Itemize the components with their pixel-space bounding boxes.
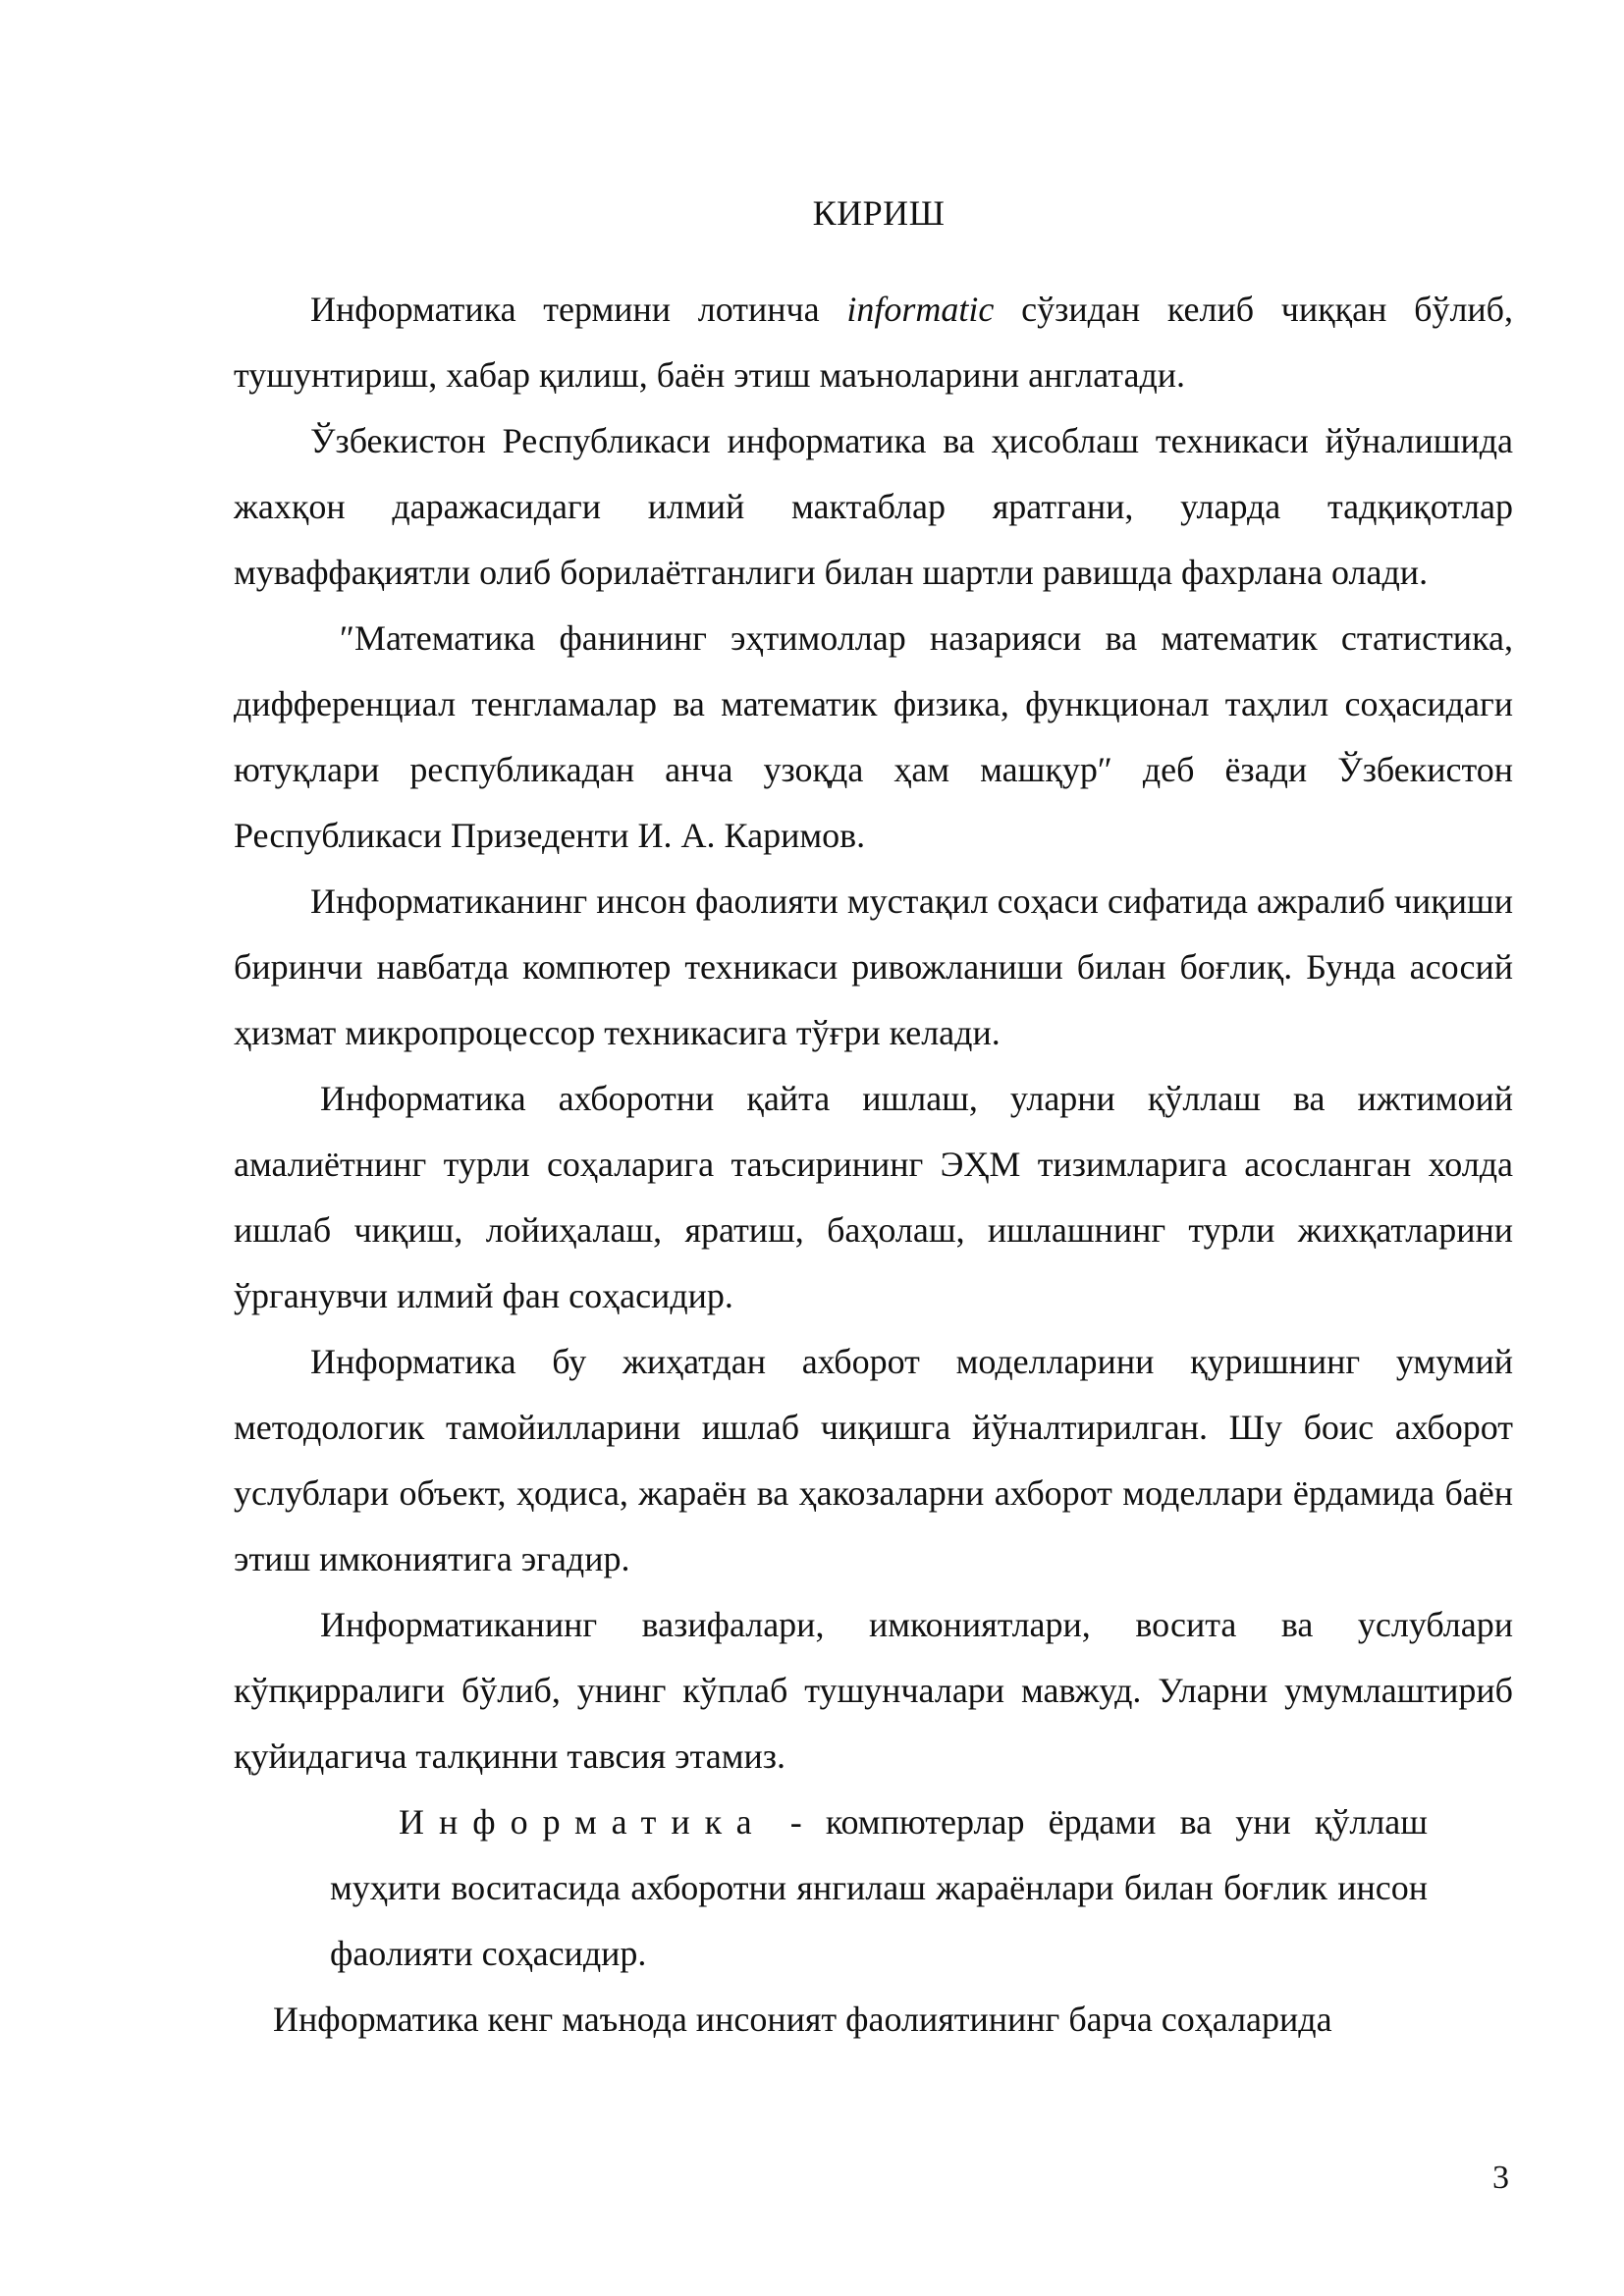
paragraph-broad-sense: Информатика кенг маънода инсоният фаолиятининг барча соҳаларида: [273, 2000, 1332, 2039]
definition-block: [330, 1789, 1428, 1987]
paragraph-etymology: [234, 277, 1513, 408]
page-number: 3: [1492, 2160, 1509, 2196]
paragraph-informatics-field: Информатика ахборотни қайта ишлаш, уларни қўллаш ва ижтимоий амалиётнинг турли соҳаларига таъсирининг ЭҲМ тизимларига асосланган холда ишлаб чиқиш, лойиҳалаш, яратиш, баҳолаш, ишлашнинг турли жихқатларини ўрганувчи илмий фан соҳасидир.: [234, 1079, 1513, 1315]
paragraph-tasks: Информатиканинг вазифалари, имкониятлари, восита ва услублари кўпқирралиги бўлиб, унинг кўплаб тушунчалари мавжуд. Уларни умумлаштириб қуйидагича талқинни тавсия этамиз.: [234, 1605, 1513, 1776]
paragraph-computer-technology: Информатиканинг инсон фаолияти мустақил соҳаси сифатида ажралиб чиқиши биринчи навбатда компютер техникаси ривожланиши билан боғлиқ. Бунда асосий ҳизмат микропроцессор техникасига тўғри келади.: [234, 881, 1513, 1052]
page-title: КИРИШ: [812, 193, 946, 233]
paragraph-information-models: Информатика бу жиҳатдан ахборот моделларини қуришнинг умумий методологик тамойилларини ишлаб чиқишга йўналтирилган. Шу боис ахборот услублари объект, ҳодиса, жараён ва ҳакозаларни ахборот моделлари ёрдамида баён этиш имкониятига эгадир.: [234, 1342, 1513, 1578]
paragraph-etymology-after: сўзидан келиб чиққан бўлиб, тушунтириш, хабар қилиш, баён этиш маъноларини англатади.: [234, 290, 1513, 395]
latin-term: informatic: [846, 290, 995, 329]
document-body: [234, 277, 1513, 2053]
paragraph-uzbekistan-schools: Ўзбекистон Республикаси информатика ва ҳисоблаш техникаси йўналишида жахқон даражасидаги илмий мактаблар яратгани, уларда тадқиқотлар муваффақиятли олиб борилаётганлиги билан шартли равишда фахрлана олади.: [234, 421, 1513, 592]
definition-term: Информатика: [399, 1802, 767, 1842]
paragraph-etymology-before: Информатика термини лотинча: [310, 290, 847, 329]
paragraph-quote-karimov: ″Математика фанининг эҳтимоллар назарияси ва математик статистика, дифференциал тенгламалар ва математик физика, функционал таҳлил соҳасидаги ютуқлари республикадан анча узоқда ҳам машқур″ деб ёзади Ўзбекистон Республикаси Призеденти И. А. Каримов.: [234, 618, 1513, 855]
definition-text: - компютерлар ёрдами ва уни қўллаш муҳити воситасида ахборотни янгилаш жараёнлари билан боғлик инсон фаолияти соҳасидир.: [330, 1802, 1428, 1973]
